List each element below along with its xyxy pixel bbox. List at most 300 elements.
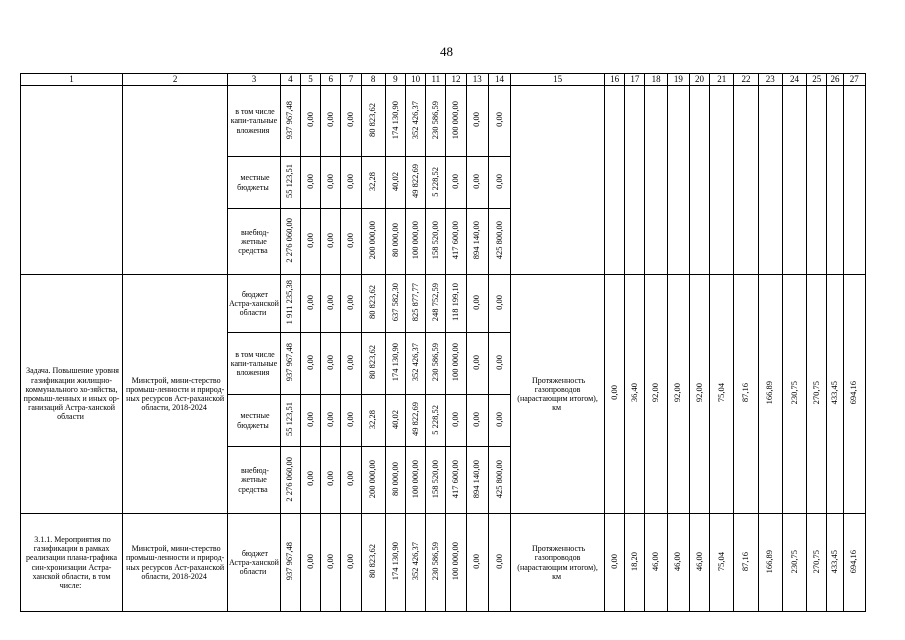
indicator-value-cell-text: 166,89: [764, 381, 775, 405]
column-number-text: 26: [830, 74, 840, 85]
column-number: [341, 74, 361, 86]
amount-cell: [488, 333, 510, 395]
amount-cell: [300, 447, 320, 514]
amount-cell: [488, 86, 510, 157]
task-cell: [21, 86, 123, 275]
amount-cell-text: 0,00: [345, 471, 356, 487]
indicator-value-cell-text: 46,00: [672, 551, 683, 571]
funding-source-cell: [228, 395, 281, 447]
amount-cell: [466, 157, 488, 209]
column-number: [645, 74, 667, 86]
amount-cell: [321, 209, 341, 275]
amount-cell: [385, 209, 405, 275]
amount-cell-text: 200 000,00: [367, 221, 378, 260]
indicator-value-cell-text: 694,16: [848, 549, 859, 574]
column-number-text: 1: [69, 74, 74, 85]
amount-cell: [446, 86, 466, 157]
amount-cell: [406, 157, 426, 209]
amount-cell-text: 425 800,00: [493, 221, 504, 260]
amount-cell-text: 80 000,00: [389, 223, 400, 258]
indicator-value-cell-text: 694,16: [848, 381, 859, 405]
funding-source-cell-text: внебюд-жетные средства: [238, 466, 269, 494]
amount-cell: [341, 447, 361, 514]
amount-cell: [341, 333, 361, 395]
amount-cell: [406, 333, 426, 395]
amount-cell-text: 894 140,00: [471, 221, 482, 260]
funding-source-cell: [228, 209, 281, 275]
funding-source-cell-text: в том числе капи-тальные вложения: [230, 349, 278, 378]
amount-cell-text: 0,00: [345, 411, 356, 427]
amount-cell-text: 0,00: [304, 173, 315, 189]
amount-cell: [300, 157, 320, 209]
amount-cell-text: 1 911 235,38: [284, 280, 295, 325]
amount-cell-text: 248 752,59: [429, 283, 440, 322]
amount-cell: [488, 447, 510, 514]
amount-cell-text: 352 426,37: [409, 100, 420, 140]
indicator-value-cell: [710, 86, 734, 275]
column-number-text: 9: [393, 74, 398, 85]
indicator-value-cell: [758, 86, 782, 275]
indicator-value-cell: [689, 275, 709, 514]
amount-cell: [488, 157, 510, 209]
amount-cell: [280, 157, 300, 209]
indicator-value-cell-text: 92,00: [672, 383, 683, 403]
amount-cell-text: 0,00: [471, 112, 482, 128]
indicator-value-cell: [827, 514, 843, 612]
column-number-text: 23: [765, 74, 775, 85]
column-number: [228, 74, 281, 86]
amount-cell: [361, 275, 385, 333]
amount-cell: [280, 333, 300, 395]
executor-cell-text: Минстрой, мини-стерство промыш-ленности и природ-ных ресурсов Аст-раханской области, 2018-2024: [125, 375, 225, 413]
column-number: [385, 74, 405, 86]
amount-cell: [466, 275, 488, 333]
column-number: [689, 74, 709, 86]
column-number: [300, 74, 320, 86]
amount-cell-text: 118 199,10: [450, 283, 461, 322]
amount-cell-text: 0,00: [471, 553, 482, 569]
amount-cell-text: 80 000,00: [389, 461, 400, 496]
column-number-text: 27: [849, 74, 859, 85]
amount-cell-text: 0,00: [304, 471, 315, 487]
indicator-value-cell: [758, 514, 782, 612]
indicator-value-cell-text: 0,00: [608, 385, 619, 401]
column-number-text: 16: [610, 74, 620, 85]
amount-cell-text: 0,00: [471, 173, 482, 189]
indicator-value-cell-text: 92,00: [693, 383, 704, 403]
column-number-text: 7: [348, 74, 354, 85]
amount-cell-text: 2 276 060,00: [284, 218, 295, 263]
amount-cell-text: 55 123,51: [284, 402, 295, 437]
amount-cell: [406, 447, 426, 514]
column-number: [488, 74, 510, 86]
column-number-text: 17: [630, 74, 640, 85]
amount-cell: [488, 209, 510, 275]
column-number: [807, 74, 827, 86]
amount-cell-text: 0,00: [450, 411, 461, 427]
amount-cell-text: 937 967,48: [284, 343, 295, 382]
executor-cell: [123, 275, 228, 514]
indicator-value-cell-text: 87,16: [740, 551, 751, 571]
amount-cell: [426, 447, 446, 514]
column-number-text: 24: [790, 74, 800, 85]
indicator-value-cell: [807, 275, 827, 514]
column-number: [710, 74, 734, 86]
amount-cell: [406, 395, 426, 447]
indicator-cell: [511, 86, 605, 275]
amount-cell-text: 825 877,77: [409, 283, 420, 322]
amount-cell: [466, 333, 488, 395]
indicator-value-cell-text: 433,45: [829, 549, 840, 574]
amount-cell: [341, 275, 361, 333]
amount-cell-text: 0,00: [345, 553, 356, 569]
amount-cell-text: 174 130,90: [389, 343, 400, 382]
amount-cell-text: 0,00: [324, 232, 335, 248]
column-number: [667, 74, 689, 86]
indicator-value-cell: [827, 86, 843, 275]
funding-source-cell: [228, 447, 281, 514]
amount-cell-text: 352 426,37: [409, 542, 420, 581]
indicator-value-cell: [710, 514, 734, 612]
amount-cell: [446, 395, 466, 447]
indicator-value-cell: [758, 275, 782, 514]
amount-cell-text: 352 426,37: [409, 343, 420, 382]
column-number: [625, 74, 645, 86]
amount-cell: [280, 86, 300, 157]
indicator-value-cell: [667, 514, 689, 612]
indicator-value-cell: [625, 86, 645, 275]
amount-cell-text: 158 520,00: [429, 221, 440, 260]
amount-cell-text: 0,00: [324, 294, 335, 310]
funding-source-cell-text: местные бюджеты: [237, 411, 270, 430]
amount-cell-text: 100 000,00: [450, 542, 461, 581]
task-cell-text: 3.1.1. Мероприятия по газификации в рамках реализации плана-графика син-хронизации Астра-ханской области, в том числе:: [26, 534, 118, 590]
column-number-text: 19: [673, 74, 683, 85]
amount-cell-text: 80 823,62: [367, 345, 378, 380]
amount-cell-text: 0,00: [324, 553, 335, 569]
amount-cell-text: 40,02: [389, 409, 400, 429]
amount-cell-text: 0,00: [304, 553, 315, 569]
indicator-cell-text: Протяженность газопроводов (нарастающим итогом), км: [517, 544, 598, 581]
column-number: [827, 74, 843, 86]
column-number: [280, 74, 300, 86]
indicator-value-cell: [807, 514, 827, 612]
indicator-value-cell: [843, 86, 865, 275]
amount-cell-text: 5 228,52: [429, 166, 440, 197]
amount-cell-text: 0,00: [324, 354, 335, 370]
indicator-value-cell-text: 18,20: [629, 551, 639, 571]
amount-cell: [446, 514, 466, 612]
amount-cell: [321, 333, 341, 395]
indicator-value-cell: [625, 514, 645, 612]
column-number: [321, 74, 341, 86]
indicator-value-cell: [667, 86, 689, 275]
amount-cell: [321, 157, 341, 209]
amount-cell: [406, 209, 426, 275]
page-number: 48: [440, 44, 453, 59]
amount-cell: [321, 514, 341, 612]
indicator-value-cell-text: 36,40: [629, 383, 639, 403]
indicator-value-cell-text: 75,04: [715, 551, 726, 571]
amount-cell-text: 80 823,62: [367, 102, 378, 137]
amount-cell: [321, 275, 341, 333]
indicator-value-cell-text: 270,75: [810, 381, 821, 405]
indicator-value-cell: [734, 514, 758, 612]
amount-cell: [406, 275, 426, 333]
indicator-value-cell: [782, 514, 806, 612]
amount-cell: [300, 209, 320, 275]
amount-cell-text: 0,00: [304, 232, 315, 248]
task-cell: [21, 514, 123, 612]
amount-cell: [280, 514, 300, 612]
indicator-value-cell: [645, 514, 667, 612]
column-number: [511, 74, 605, 86]
amount-cell: [341, 209, 361, 275]
indicator-cell: [511, 275, 605, 514]
column-number: [734, 74, 758, 86]
funding-source-cell: [228, 275, 281, 333]
amount-cell-text: 637 582,30: [389, 283, 400, 322]
amount-cell: [406, 86, 426, 157]
indicator-value-cell-text: 46,00: [693, 551, 704, 571]
amount-cell-text: 80 823,62: [367, 285, 378, 320]
amount-cell-text: 0,00: [324, 173, 335, 189]
indicator-value-cell: [782, 275, 806, 514]
amount-cell: [446, 333, 466, 395]
amount-cell-text: 100 000,00: [450, 100, 461, 140]
indicator-value-cell-text: 230,75: [788, 549, 799, 574]
amount-cell: [466, 86, 488, 157]
funding-source-cell: [228, 157, 281, 209]
amount-cell: [341, 157, 361, 209]
column-number: [605, 74, 625, 86]
column-number-text: 18: [651, 74, 661, 85]
amount-cell: [446, 275, 466, 333]
amount-cell: [321, 395, 341, 447]
amount-cell-text: 0,00: [493, 411, 504, 427]
amount-cell: [300, 86, 320, 157]
amount-cell-text: 80 823,62: [367, 544, 378, 579]
funding-source-cell-text: местные бюджеты: [237, 173, 270, 192]
column-number-text: 14: [494, 74, 504, 85]
funding-source-cell: [228, 86, 281, 157]
column-number-text: 10: [411, 74, 421, 85]
amount-cell-text: 0,00: [345, 232, 356, 248]
amount-cell: [280, 209, 300, 275]
indicator-value-cell: [734, 275, 758, 514]
amount-cell-text: 0,00: [345, 294, 356, 310]
amount-cell-text: 0,00: [493, 173, 504, 189]
budget-table: [20, 73, 866, 612]
amount-cell: [385, 514, 405, 612]
indicator-value-cell: [782, 86, 806, 275]
amount-cell: [361, 447, 385, 514]
amount-cell-text: 32,28: [367, 171, 378, 191]
column-number: [406, 74, 426, 86]
column-number-text: 15: [553, 74, 563, 85]
amount-cell-text: 0,00: [324, 471, 335, 487]
column-number: [782, 74, 806, 86]
amount-cell: [321, 447, 341, 514]
column-number-text: 22: [741, 74, 751, 85]
column-number: [758, 74, 782, 86]
amount-cell: [361, 157, 385, 209]
indicator-cell-text: Протяженность газопроводов (нарастающим итогом), км: [517, 375, 598, 413]
amount-cell-text: 0,00: [471, 354, 482, 370]
indicator-value-cell: [625, 275, 645, 514]
amount-cell: [426, 86, 446, 157]
table-row: [21, 514, 866, 612]
amount-cell-text: 32,28: [367, 409, 378, 429]
amount-cell-text: 200 000,00: [367, 459, 378, 499]
indicator-value-cell: [843, 514, 865, 612]
amount-cell: [361, 86, 385, 157]
amount-cell: [385, 86, 405, 157]
indicator-value-cell: [605, 86, 625, 275]
amount-cell-text: 100 000,00: [409, 221, 420, 260]
amount-cell: [446, 157, 466, 209]
amount-cell: [426, 333, 446, 395]
amount-cell-text: 425 800,00: [493, 459, 504, 499]
funding-source-cell-text: бюджет Астра-ханской области: [228, 289, 279, 318]
amount-cell: [385, 395, 405, 447]
amount-cell-text: 417 600,00: [450, 459, 461, 499]
amount-cell-text: 0,00: [304, 411, 315, 427]
amount-cell-text: 0,00: [304, 294, 315, 310]
column-number: [466, 74, 488, 86]
amount-cell-text: 174 130,90: [389, 100, 400, 140]
table-row: [21, 86, 866, 157]
amount-cell: [488, 275, 510, 333]
indicator-value-cell-text: 230,75: [788, 381, 799, 405]
amount-cell-text: 894 140,00: [471, 459, 482, 499]
amount-cell-text: 174 130,90: [389, 542, 400, 581]
amount-cell: [321, 86, 341, 157]
indicator-value-cell-text: 166,89: [764, 549, 775, 574]
amount-cell-text: 158 520,00: [429, 459, 440, 499]
column-number-text: 11: [431, 74, 441, 85]
amount-cell-text: 0,00: [304, 354, 315, 370]
amount-cell: [385, 275, 405, 333]
indicator-value-cell: [807, 86, 827, 275]
amount-cell: [466, 447, 488, 514]
indicator-value-cell-text: 270,75: [810, 549, 821, 574]
amount-cell: [385, 157, 405, 209]
amount-cell-text: 230 586,59: [429, 343, 440, 382]
column-number: [446, 74, 466, 86]
amount-cell: [361, 514, 385, 612]
amount-cell: [341, 514, 361, 612]
indicator-value-cell-text: 0,00: [608, 553, 619, 569]
indicator-cell: [511, 514, 605, 612]
amount-cell-text: 0,00: [471, 411, 482, 427]
amount-cell: [426, 395, 446, 447]
indicator-value-cell: [689, 86, 709, 275]
indicator-value-cell: [827, 275, 843, 514]
amount-cell-text: 0,00: [493, 294, 504, 310]
amount-cell: [406, 514, 426, 612]
amount-cell: [426, 209, 446, 275]
indicator-value-cell: [734, 86, 758, 275]
amount-cell-text: 49 822,69: [409, 402, 420, 437]
amount-cell-text: 100 000,00: [450, 343, 461, 382]
indicator-value-cell-text: 92,00: [650, 383, 661, 403]
amount-cell: [466, 514, 488, 612]
amount-cell: [385, 333, 405, 395]
executor-cell: [123, 514, 228, 612]
indicator-value-cell: [605, 275, 625, 514]
amount-cell: [385, 447, 405, 514]
task-cell: [21, 275, 123, 514]
amount-cell-text: 0,00: [493, 553, 504, 569]
amount-cell-text: 0,00: [345, 112, 356, 128]
column-number-text: 3: [251, 74, 257, 85]
amount-cell-text: 230 586,59: [429, 100, 440, 140]
amount-cell: [361, 209, 385, 275]
indicator-value-cell: [605, 514, 625, 612]
amount-cell-text: 937 967,48: [284, 542, 295, 581]
column-number: [426, 74, 446, 86]
column-number-text: 2: [172, 74, 178, 85]
indicator-value-cell-text: 433,45: [829, 381, 840, 405]
amount-cell-text: 0,00: [493, 354, 504, 370]
amount-cell: [300, 275, 320, 333]
amount-cell-text: 0,00: [345, 173, 356, 189]
amount-cell-text: 40,02: [389, 171, 400, 191]
indicator-value-cell: [645, 275, 667, 514]
amount-cell-text: 230 586,59: [429, 542, 440, 581]
amount-cell: [341, 395, 361, 447]
amount-cell: [446, 209, 466, 275]
amount-cell: [446, 447, 466, 514]
column-number: [123, 74, 228, 86]
column-number-text: 6: [328, 74, 333, 85]
funding-source-cell-text: бюджет Астра-ханской области: [228, 548, 279, 577]
indicator-value-cell: [667, 275, 689, 514]
column-number-text: 21: [717, 74, 727, 85]
amount-cell: [341, 86, 361, 157]
indicator-value-cell-text: 46,00: [650, 551, 661, 571]
amount-cell: [361, 395, 385, 447]
indicator-value-cell-text: 87,16: [740, 383, 751, 403]
amount-cell: [488, 514, 510, 612]
executor-cell-text: Минстрой, мини-стерство промыш-ленности и природ-ных ресурсов Аст-раханской области, 2018-2024: [125, 544, 225, 581]
amount-cell: [280, 275, 300, 333]
amount-cell: [300, 333, 320, 395]
amount-cell-text: 0,00: [324, 411, 335, 427]
executor-cell: [123, 86, 228, 275]
column-number-text: 13: [472, 74, 482, 85]
task-cell-text: Задача. Повышение уровня газификации жилищно-коммунального хо-зяйства, промыш-ленных и иных ор-ганизаций Астра-ханской области: [23, 366, 120, 422]
amount-cell-text: 937 967,48: [284, 100, 295, 140]
indicator-value-cell: [710, 275, 734, 514]
amount-cell: [488, 395, 510, 447]
amount-cell: [361, 333, 385, 395]
column-number-text: 5: [308, 74, 313, 85]
column-number-text: 4: [288, 74, 293, 85]
funding-source-cell-text: в том числе капи-тальные вложения: [230, 107, 278, 135]
amount-cell-text: 0,00: [450, 173, 461, 189]
header-row: [21, 74, 866, 86]
amount-cell: [300, 395, 320, 447]
amount-cell: [466, 209, 488, 275]
column-number-text: 20: [695, 74, 705, 85]
column-number-text: 8: [370, 74, 376, 85]
amount-cell-text: 0,00: [324, 112, 335, 128]
column-number-text: 25: [812, 74, 822, 85]
amount-cell-text: 49 822,69: [409, 164, 420, 199]
amount-cell-text: 0,00: [471, 294, 482, 310]
